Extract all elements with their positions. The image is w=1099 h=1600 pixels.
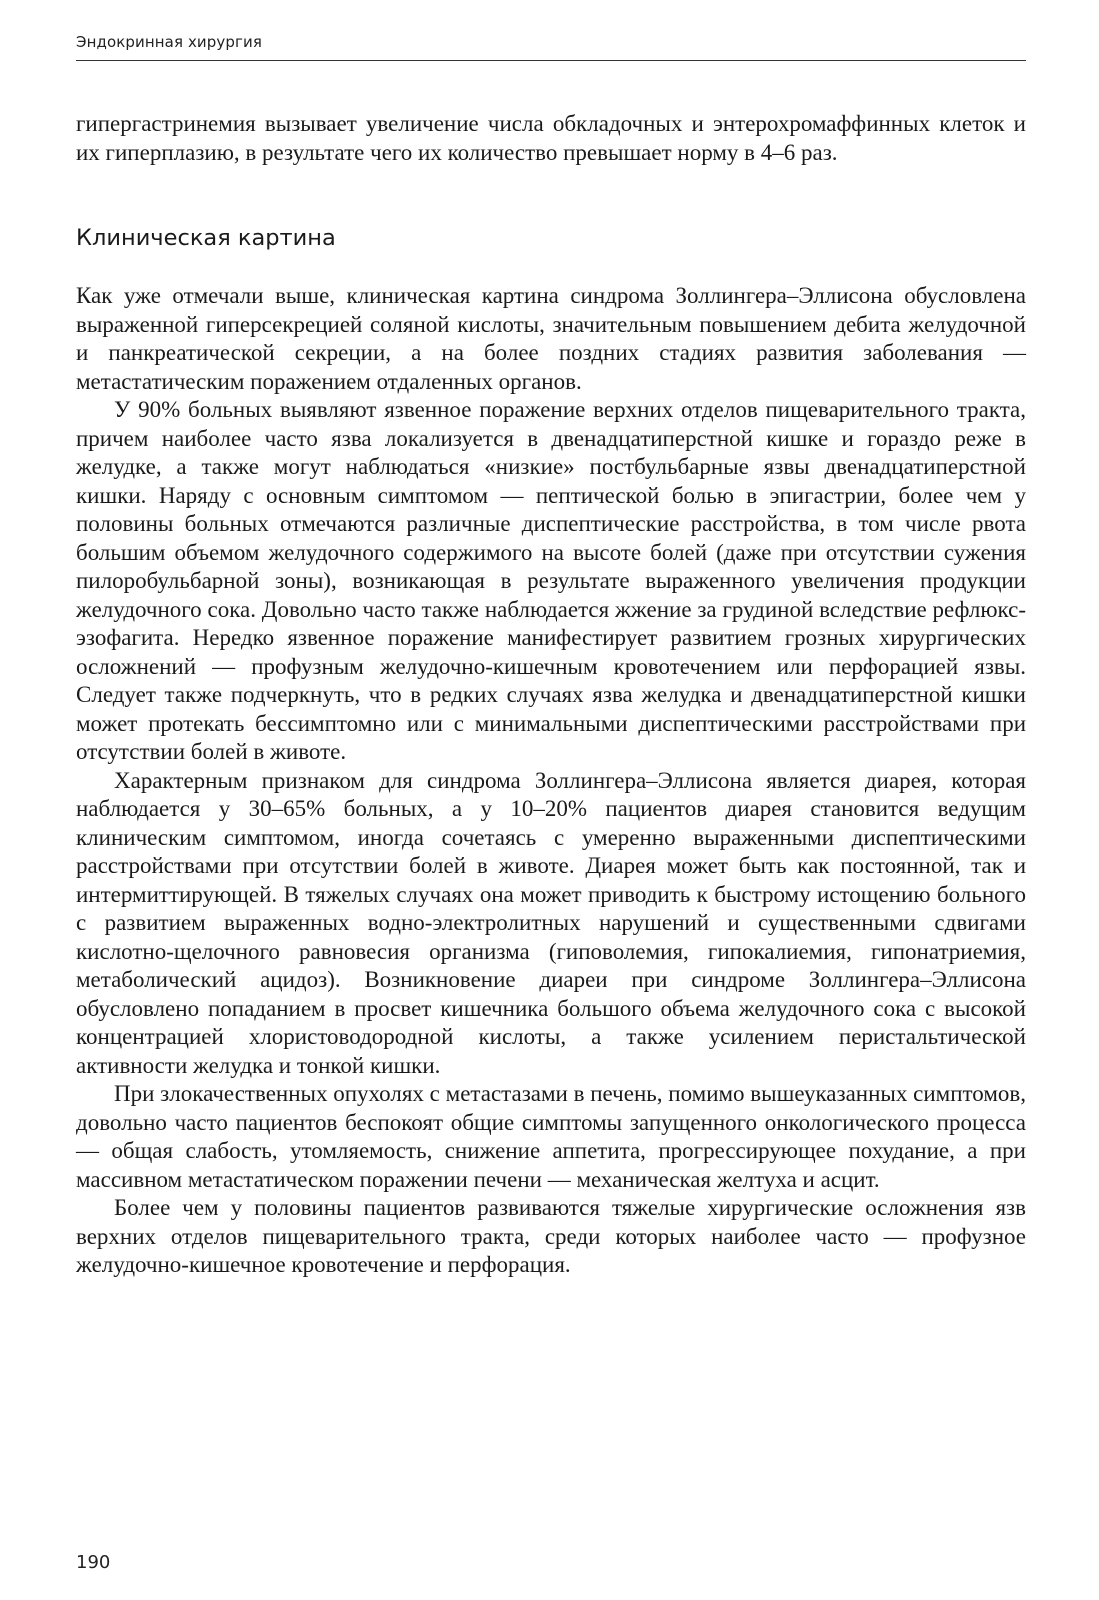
intro-text <box>76 110 1026 167</box>
paragraph-3: Характерным признаком для синдрома Золлингера–Эллисона является диарея, которая наблюдается у 30–65% больных, а у 10–20% пациентов диарея становится ведущим клиническим симптомом, иногда сочетаясь с умеренно выраженными диспептическими расстройствами при отсутствии болей в животе. Диарея может быть как постоянной, так и интермиттирующей. В тяжелых случаях она может приводить к быстрому истощению больного с развитием выраженных водно-электролитных нарушений и существенными сдвигами кислотно-щелочного равновесия организма (гиповолемия, гипокалиемия, гипонатриемия, метаболический ацидоз). Возникновение диареи при синдроме Золлингера–Эллисона обусловлено попаданием в просвет кишечника большого объема желудочного сока с высокой концентрацией хлористоводородной кислоты, а также усилением перистальтической активности желудка и тонкой кишки. <box>76 767 1026 1078</box>
paragraph-4: При злокачественных опухолях с метастазами в печень, помимо вышеуказанных симптомов, довольно часто пациентов беспокоят общие симптомы запущенного онкологического процесса — общая слабость, утомляемость, снижение аппетита, прогрессирующее похудание, а при массивном метастатическом поражении печени — механическая желтуха и асцит. <box>76 1081 1026 1192</box>
section-heading: Клиническая картина <box>76 225 336 251</box>
header-rule <box>76 60 1026 61</box>
page-number: 190 <box>76 1552 111 1573</box>
paragraph-2: У 90% больных выявляют язвенное поражение верхних отделов пищеварительного тракта, причем наиболее часто язва локализуется в двенадцатиперстной кишке и гораздо реже в желудке, а также могут наблюдаться «низкие» постбульбарные язвы двенадцатиперстной кишки. Наряду с основным симптомом — пептической болью в эпигастрии, более чем у половины больных отмечаются различные диспептические расстройства, в том числе рвота большим объемом желудочного содержимого на высоте болей (даже при отсутствии сужения пилоробульбарной зоны), возникающая в результате выраженного увеличения продукции желудочного сока. Довольно часто также наблюдается жжение за грудиной вследствие рефлюкс-эзофагита. Нередко язвенное поражение манифестирует развитием грозных хирургических осложнений — профузным желудочно-кишечным кровотечением или перфорацией язвы. Следует также подчеркнуть, что в редких случаях язва желудка и двенадцатиперстной кишки может протекать бессимптомно или с минимальными диспептическими расстройствами при отсутствии болей в животе. <box>76 397 1026 764</box>
intro-paragraph: гипергастринемия вызывает увеличение числа обкладочных и энтерохромаффинных клеток и их гиперплазию, в результате чего их количество превышает норму в 4–6 раз. <box>76 111 1026 165</box>
running-head: Эндокринная хирургия <box>76 33 262 51</box>
paragraph-1: Как уже отмечали выше, клиническая картина синдрома Золлингера–Эллисона обусловлена выраженной гиперсекрецией соляной кислоты, значительным повышением дебита желудочной и панкреатической секреции, а на более поздних стадиях развития заболевания — метастатическим поражением отдаленных органов. <box>76 283 1026 394</box>
paragraph-5: Более чем у половины пациентов развиваются тяжелые хирургические осложнения язв верхних отделов пищеварительного тракта, среди которых наиболее часто — профузное желудочно-кишечное кровотечение и перфорация. <box>76 1195 1026 1277</box>
section-body <box>76 282 1026 1280</box>
